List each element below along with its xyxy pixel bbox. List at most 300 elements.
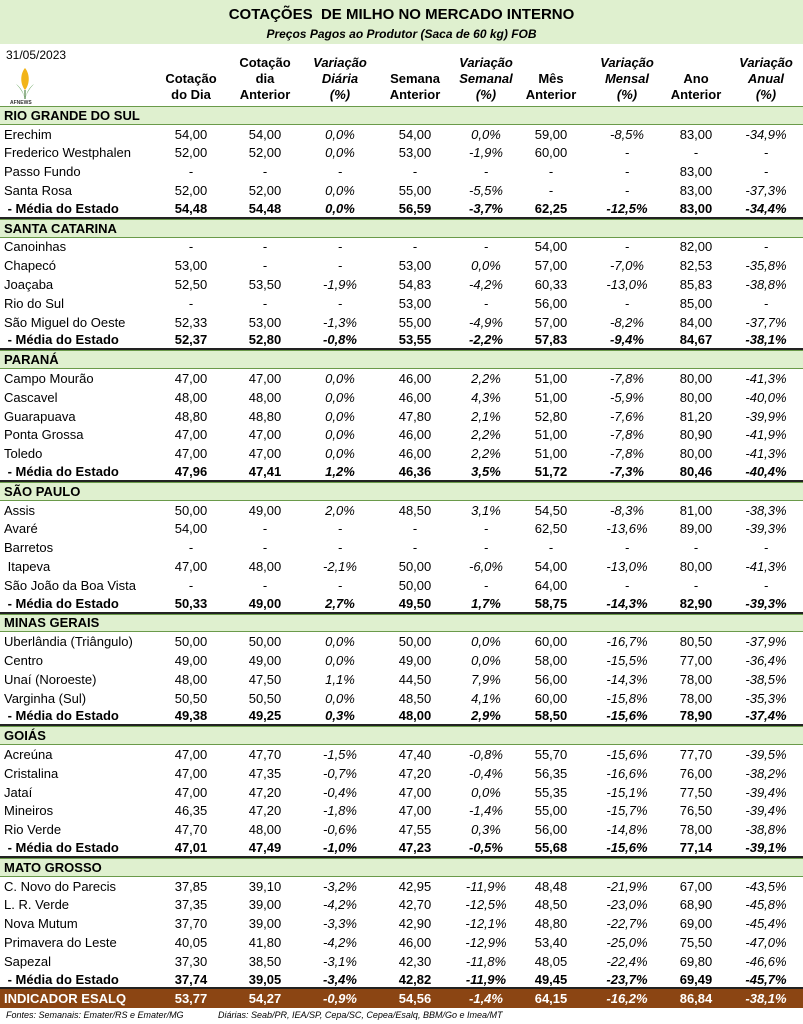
row-label: Jataí	[4, 784, 33, 800]
cell-variation-monthly: -15,6%	[606, 746, 648, 762]
row-label: Uberlândia (Triângulo)	[4, 634, 133, 650]
cell-variation-monthly: -9,4%	[610, 332, 644, 348]
cell-variation-weekly: -1,9%	[469, 145, 503, 161]
cell-variation-annual: -	[763, 164, 769, 180]
cell-variation-daily: -	[337, 239, 343, 255]
row-label: Ponta Grossa	[4, 427, 84, 443]
row-label: - Média do Estado	[4, 200, 119, 216]
table-row	[0, 520, 803, 539]
cell-previous-month: 55,00	[534, 803, 568, 819]
cell-quote-today: 37,30	[174, 953, 208, 969]
cell-quote-today: 52,50	[174, 277, 208, 293]
cell-previous-year: 77,70	[679, 746, 713, 762]
cell-variation-annual: -41,3%	[745, 559, 787, 575]
cell-variation-weekly: -12,9%	[465, 934, 507, 950]
row-label: INDICADOR ESALQ	[4, 991, 127, 1007]
cell-previous-week: 49,50	[398, 595, 432, 611]
cell-variation-daily: -2,1%	[323, 559, 357, 575]
cell-quote-today: 52,00	[174, 145, 208, 161]
cell-quote-previous-day: -	[262, 521, 268, 537]
cell-quote-today: 47,00	[174, 559, 208, 575]
cell-quote-previous-day: 47,20	[248, 784, 282, 800]
cell-variation-weekly: -0,4%	[469, 765, 503, 781]
state-section-row	[0, 482, 803, 501]
cell-previous-month: 51,00	[534, 446, 568, 462]
cell-variation-weekly: -	[483, 577, 489, 593]
cell-previous-year: 77,00	[679, 653, 713, 668]
table-row	[0, 651, 803, 670]
cell-previous-month: 55,35	[534, 784, 568, 800]
row-label: Rio Verde	[4, 822, 62, 838]
cell-previous-week: 42,95	[398, 878, 432, 894]
cell-quote-previous-day: 52,80	[248, 332, 282, 348]
row-label: Varginha (Sul)	[4, 690, 87, 706]
cell-previous-week: 55,00	[398, 314, 432, 330]
cell-variation-weekly: 4,1%	[471, 690, 501, 706]
row-label: Mineiros	[4, 803, 54, 819]
cell-quote-previous-day: 49,00	[248, 595, 282, 611]
cell-variation-weekly: 2,2%	[471, 371, 501, 387]
cell-quote-today: 53,77	[174, 991, 208, 1007]
cell-variation-daily: 0,0%	[325, 690, 355, 706]
row-label: - Média do Estado	[4, 839, 119, 855]
table-row	[0, 407, 803, 426]
cell-variation-annual: -40,0%	[745, 389, 787, 405]
cell-previous-month: 54,00	[534, 559, 568, 575]
cell-previous-week: 55,00	[398, 183, 432, 199]
cell-variation-annual: -39,3%	[745, 521, 787, 537]
cell-variation-daily: -	[337, 521, 343, 537]
cell-variation-monthly: -16,7%	[606, 634, 648, 650]
cell-previous-year: 78,00	[679, 690, 713, 706]
cell-previous-month: 54,50	[534, 502, 568, 518]
cell-variation-monthly: -8,2%	[610, 314, 644, 330]
cell-previous-year: 77,14	[679, 839, 713, 855]
cell-quote-previous-day: -	[262, 540, 268, 556]
cell-previous-month: 48,48	[534, 878, 568, 894]
cell-variation-monthly: -	[624, 145, 630, 161]
cell-variation-weekly: -11,9%	[465, 971, 507, 987]
cell-variation-monthly: -	[624, 239, 630, 255]
cell-previous-week: 54,83	[398, 277, 432, 293]
cell-variation-daily: -3,4%	[323, 971, 357, 987]
cell-previous-week: 48,00	[398, 708, 432, 724]
cell-previous-week: -	[412, 239, 418, 255]
cell-variation-daily: -	[337, 540, 343, 556]
cell-previous-year: 84,67	[679, 332, 713, 348]
table-row	[0, 256, 803, 275]
table-row	[0, 444, 803, 463]
cell-variation-annual: -45,8%	[745, 897, 787, 913]
footer-weekly-sources: Fontes: Semanais: Emater/RS e Emater/MG	[6, 1010, 184, 1020]
cell-variation-annual: -38,3%	[745, 502, 787, 518]
cell-variation-annual: -35,3%	[745, 690, 787, 706]
cell-previous-month: 56,00	[534, 671, 568, 687]
cell-variation-daily: -0,6%	[323, 822, 357, 838]
cell-variation-monthly: -16,6%	[606, 765, 648, 781]
cell-previous-month: 51,72	[534, 464, 568, 480]
cell-previous-month: 55,70	[534, 746, 568, 762]
state-name: PARANÁ	[4, 352, 59, 368]
cell-previous-year: 69,00	[679, 916, 713, 932]
cell-variation-annual: -47,0%	[745, 934, 787, 950]
cell-previous-year: 75,50	[679, 934, 713, 950]
cell-previous-week: -	[412, 521, 418, 537]
cell-variation-weekly: 2,9%	[471, 708, 501, 724]
cell-previous-week: 54,56	[398, 991, 432, 1007]
row-label: São Miguel do Oeste	[4, 314, 126, 330]
table-row	[0, 933, 803, 952]
cell-previous-month: 48,50	[534, 897, 568, 913]
state-name: MATO GROSSO	[4, 859, 102, 875]
row-label: Sapezal	[4, 953, 51, 969]
cell-quote-previous-day: 48,00	[248, 822, 282, 838]
cell-quote-today: 52,37	[174, 332, 208, 348]
cell-variation-daily: -	[337, 295, 343, 311]
cell-variation-daily: -1,3%	[323, 314, 357, 330]
cell-quote-previous-day: 54,48	[248, 200, 282, 216]
cell-previous-year: 80,90	[679, 427, 713, 443]
cell-quote-today: 37,85	[174, 878, 208, 894]
cell-variation-monthly: -14,3%	[606, 595, 648, 611]
cell-previous-week: 50,00	[398, 577, 432, 593]
cell-previous-year: 82,53	[679, 258, 713, 274]
cell-quote-previous-day: 39,00	[248, 916, 282, 932]
cell-previous-month: 64,15	[534, 991, 568, 1007]
cell-quote-previous-day: 52,00	[248, 145, 282, 161]
table-row	[0, 369, 803, 388]
cell-variation-daily: -0,4%	[323, 784, 357, 800]
cell-quote-previous-day: 48,00	[248, 389, 282, 405]
cell-quote-previous-day: 39,00	[248, 897, 282, 913]
cell-quote-today: 47,00	[174, 765, 208, 781]
cell-variation-daily: 2,0%	[325, 502, 355, 518]
cell-previous-year: 89,00	[679, 521, 713, 537]
cell-variation-monthly: -21,9%	[606, 878, 648, 894]
column-header-previous-year: Ano Anterior	[670, 71, 722, 102]
cell-variation-monthly: -23,7%	[606, 971, 648, 987]
cell-variation-monthly: -13,0%	[606, 559, 648, 575]
cell-quote-previous-day: 47,35	[248, 765, 282, 781]
cell-variation-annual: -38,8%	[745, 822, 787, 838]
cell-variation-monthly: -14,3%	[606, 671, 648, 687]
cell-variation-monthly: -15,8%	[606, 690, 648, 706]
cell-variation-monthly: -15,5%	[606, 653, 648, 668]
cell-variation-weekly: 0,0%	[471, 258, 501, 274]
cell-quote-previous-day: 47,41	[248, 464, 282, 480]
row-label: São João da Boa Vista	[4, 577, 137, 593]
cell-variation-daily: -0,7%	[323, 765, 357, 781]
cell-variation-annual: -43,5%	[745, 878, 787, 894]
cell-variation-daily: 0,0%	[325, 389, 355, 405]
cell-variation-annual: -39,1%	[745, 839, 787, 855]
cell-variation-daily: -1,0%	[323, 839, 357, 855]
cell-variation-weekly: -1,4%	[469, 803, 503, 819]
cell-variation-daily: -3,2%	[323, 878, 357, 894]
cell-previous-year: 78,00	[679, 671, 713, 687]
cell-previous-month: -	[548, 540, 554, 556]
cell-quote-previous-day: 53,50	[248, 277, 282, 293]
table-row	[0, 952, 803, 971]
state-average-row	[0, 595, 803, 614]
table-row	[0, 181, 803, 200]
row-label: Passo Fundo	[4, 164, 81, 180]
cell-quote-today: 37,35	[174, 897, 208, 913]
cell-variation-weekly: 0,0%	[471, 634, 501, 650]
cell-variation-monthly: -13,6%	[606, 521, 648, 537]
cell-variation-annual: -	[763, 295, 769, 311]
report-date: 31/05/2023	[6, 48, 67, 62]
cell-previous-week: 50,00	[398, 559, 432, 575]
cell-variation-daily: 2,7%	[325, 595, 355, 611]
cell-variation-monthly: -15,7%	[606, 803, 648, 819]
cell-previous-year: 83,00	[679, 164, 713, 180]
cell-previous-week: 48,50	[398, 502, 432, 518]
cell-variation-daily: -	[337, 258, 343, 274]
cell-previous-year: 81,20	[679, 408, 713, 424]
cell-variation-annual: -37,9%	[745, 634, 787, 650]
table-row	[0, 670, 803, 689]
cell-previous-month: 58,50	[534, 708, 568, 724]
cell-quote-today: 54,48	[174, 200, 208, 216]
cell-variation-monthly: -8,3%	[610, 502, 644, 518]
cell-variation-weekly: -0,8%	[469, 746, 503, 762]
cell-previous-year: 76,00	[679, 765, 713, 781]
cell-variation-annual: -37,4%	[745, 708, 787, 724]
cell-variation-monthly: -25,0%	[606, 934, 648, 950]
cell-variation-annual: -37,3%	[745, 183, 787, 199]
state-section-row	[0, 350, 803, 369]
cell-quote-previous-day: 49,00	[248, 653, 282, 668]
cell-variation-daily: 0,0%	[325, 126, 355, 142]
cell-variation-daily: -	[337, 577, 343, 593]
cell-previous-month: 48,05	[534, 953, 568, 969]
row-label: Chapecó	[4, 258, 57, 274]
row-label: Cristalina	[4, 765, 59, 781]
cell-variation-monthly: -	[624, 540, 630, 556]
cell-quote-previous-day: 47,70	[248, 746, 282, 762]
cell-quote-today: -	[188, 540, 194, 556]
cell-variation-weekly: 0,3%	[471, 822, 501, 838]
cell-quote-today: 54,00	[174, 521, 208, 537]
table-row	[0, 162, 803, 181]
cell-previous-month: 60,33	[534, 277, 568, 293]
cell-previous-year: 78,00	[679, 822, 713, 838]
cell-variation-daily: 0,0%	[325, 653, 355, 668]
cell-variation-weekly: -3,7%	[469, 200, 503, 216]
cell-variation-daily: -3,3%	[323, 916, 357, 932]
cell-previous-week: 53,00	[398, 145, 432, 161]
cell-variation-daily: 1,1%	[325, 671, 355, 687]
row-label: C. Novo do Parecis	[4, 878, 116, 894]
table-row	[0, 125, 803, 144]
cell-previous-month: 58,00	[534, 653, 568, 668]
table-row	[0, 501, 803, 520]
cell-quote-today: 50,50	[174, 690, 208, 706]
cell-variation-daily: -1,5%	[323, 746, 357, 762]
cell-variation-monthly: -8,5%	[610, 126, 644, 142]
cell-variation-monthly: -13,0%	[606, 277, 648, 293]
cell-quote-today: 37,70	[174, 916, 208, 932]
cell-quote-today: 47,00	[174, 427, 208, 443]
cell-previous-week: 49,00	[398, 653, 432, 668]
cell-previous-year: 80,00	[679, 559, 713, 575]
cell-previous-year: 83,00	[679, 126, 713, 142]
state-average-row	[0, 463, 803, 482]
row-label: Canoinhas	[4, 239, 67, 255]
column-header-quote-today: Cotação do Dia	[165, 71, 217, 102]
cell-variation-annual: -41,9%	[745, 427, 787, 443]
table-row	[0, 801, 803, 820]
cell-quote-previous-day: -	[262, 239, 268, 255]
cell-quote-today: 47,01	[174, 839, 208, 855]
cell-variation-monthly: -15,6%	[606, 839, 648, 855]
cell-variation-monthly: -7,3%	[610, 464, 644, 480]
row-label: Guarapuava	[4, 408, 76, 424]
column-header-variation-monthly: Variação Mensal (%)	[600, 55, 654, 102]
cell-previous-week: 46,00	[398, 371, 432, 387]
column-header-variation-weekly: Variação Semanal (%)	[459, 55, 513, 102]
state-section-row	[0, 726, 803, 745]
cell-variation-monthly: -15,1%	[606, 784, 648, 800]
cell-previous-year: 80,50	[679, 634, 713, 650]
cell-quote-today: 37,74	[174, 971, 208, 987]
cell-previous-month: 60,00	[534, 634, 568, 650]
state-name: SANTA CATARINA	[4, 220, 117, 236]
cell-previous-week: 42,90	[398, 916, 432, 932]
cell-previous-week: 56,59	[398, 200, 432, 216]
cell-quote-today: 47,70	[174, 822, 208, 838]
cell-variation-daily: 0,0%	[325, 371, 355, 387]
cell-quote-previous-day: 47,50	[248, 671, 282, 687]
cell-variation-weekly: -4,9%	[469, 314, 503, 330]
cell-variation-daily: -3,1%	[323, 953, 357, 969]
logo-text: AFNEWS	[10, 100, 32, 106]
state-average-row	[0, 708, 803, 727]
cell-previous-month: 54,00	[534, 239, 568, 255]
cell-quote-today: 50,00	[174, 502, 208, 518]
cell-previous-week: 53,00	[398, 295, 432, 311]
cell-previous-week: 53,55	[398, 332, 432, 348]
cell-variation-weekly: -	[483, 295, 489, 311]
cell-previous-month: 60,00	[534, 145, 568, 161]
cell-variation-daily: 0,0%	[325, 183, 355, 199]
table-row	[0, 557, 803, 576]
cell-variation-weekly: -4,2%	[469, 277, 503, 293]
cell-quote-previous-day: 39,10	[248, 878, 282, 894]
cell-previous-month: 59,00	[534, 126, 568, 142]
cell-previous-week: 50,00	[398, 634, 432, 650]
cell-variation-daily: 0,0%	[325, 634, 355, 650]
cell-previous-month: -	[548, 164, 554, 180]
cell-quote-previous-day: 47,49	[248, 839, 282, 855]
row-label: Centro	[4, 653, 44, 668]
cell-quote-previous-day: -	[262, 577, 268, 593]
cell-previous-year: -	[693, 540, 699, 556]
cell-variation-weekly: -12,1%	[465, 916, 507, 932]
cell-quote-previous-day: 38,50	[248, 953, 282, 969]
cell-variation-annual: -35,8%	[745, 258, 787, 274]
cell-variation-annual: -34,4%	[745, 200, 787, 216]
cell-previous-month: 51,00	[534, 427, 568, 443]
footer-sources	[0, 1008, 803, 1024]
table-row	[0, 877, 803, 896]
cell-variation-monthly: -7,8%	[610, 371, 644, 387]
cell-quote-previous-day: -	[262, 295, 268, 311]
cell-variation-monthly: -	[624, 295, 630, 311]
footer-daily-sources: Diárias: Seab/PR, IEA/SP, Cepa/SC, Cepea/Esalq, BBM/Go e Imea/MT	[218, 1010, 503, 1020]
cell-variation-monthly: -7,8%	[610, 446, 644, 462]
cell-variation-annual: -38,8%	[745, 277, 787, 293]
cell-previous-month: 60,00	[534, 690, 568, 706]
cell-variation-weekly: 0,0%	[471, 653, 501, 668]
cell-quote-today: 40,05	[174, 934, 208, 950]
cell-previous-week: 46,00	[398, 389, 432, 405]
cell-previous-month: 56,35	[534, 765, 568, 781]
cell-quote-previous-day: -	[262, 164, 268, 180]
cell-previous-year: 83,00	[679, 200, 713, 216]
table-row	[0, 689, 803, 708]
cell-quote-today: 52,33	[174, 314, 208, 330]
cell-quote-today: 48,80	[174, 408, 208, 424]
cell-previous-year: 83,00	[679, 183, 713, 199]
cell-quote-previous-day: 50,50	[248, 690, 282, 706]
cell-previous-year: 67,00	[679, 878, 713, 894]
cell-variation-weekly: 2,1%	[471, 408, 501, 424]
cell-previous-month: 56,00	[534, 295, 568, 311]
table-row	[0, 538, 803, 557]
row-label: Avaré	[4, 521, 38, 537]
cell-variation-annual: -	[763, 145, 769, 161]
cell-quote-today: 47,00	[174, 746, 208, 762]
cell-variation-daily: 0,3%	[325, 708, 355, 724]
cell-previous-week: 42,82	[398, 971, 432, 987]
cell-variation-annual: -39,3%	[745, 595, 787, 611]
cell-previous-week: 44,50	[398, 671, 432, 687]
cell-quote-previous-day: -	[262, 258, 268, 274]
column-header-quote-previous-day: Cotação dia Anterior	[239, 55, 291, 102]
cell-variation-monthly: -15,6%	[606, 708, 648, 724]
state-section-row	[0, 219, 803, 238]
cell-quote-today: 54,00	[174, 126, 208, 142]
cell-previous-month: 53,40	[534, 934, 568, 950]
cell-previous-week: 46,00	[398, 446, 432, 462]
cell-previous-week: 46,00	[398, 934, 432, 950]
cell-variation-annual: -34,9%	[745, 126, 787, 142]
cell-variation-weekly: -11,9%	[465, 878, 507, 894]
cell-quote-previous-day: 47,00	[248, 427, 282, 443]
cell-previous-month: 51,00	[534, 371, 568, 387]
cell-variation-weekly: -2,2%	[469, 332, 503, 348]
row-label: Nova Mutum	[4, 916, 78, 932]
cell-previous-month: 57,83	[534, 332, 568, 348]
row-label: - Média do Estado	[4, 708, 119, 724]
row-label: - Média do Estado	[4, 595, 119, 611]
table-row	[0, 275, 803, 294]
cell-previous-month: 58,75	[534, 595, 568, 611]
cell-variation-weekly: 4,3%	[471, 389, 501, 405]
table-row	[0, 895, 803, 914]
cell-previous-week: 47,80	[398, 408, 432, 424]
cell-variation-monthly: -22,7%	[606, 916, 648, 932]
cell-quote-previous-day: 50,00	[248, 634, 282, 650]
column-header-variation-daily: Variação Diária (%)	[313, 55, 367, 102]
row-label: Rio do Sul	[4, 295, 64, 311]
cell-quote-previous-day: 54,00	[248, 126, 282, 142]
state-name: MINAS GERAIS	[4, 615, 100, 631]
cell-variation-weekly: -	[483, 521, 489, 537]
cell-variation-weekly: 7,9%	[471, 671, 501, 687]
